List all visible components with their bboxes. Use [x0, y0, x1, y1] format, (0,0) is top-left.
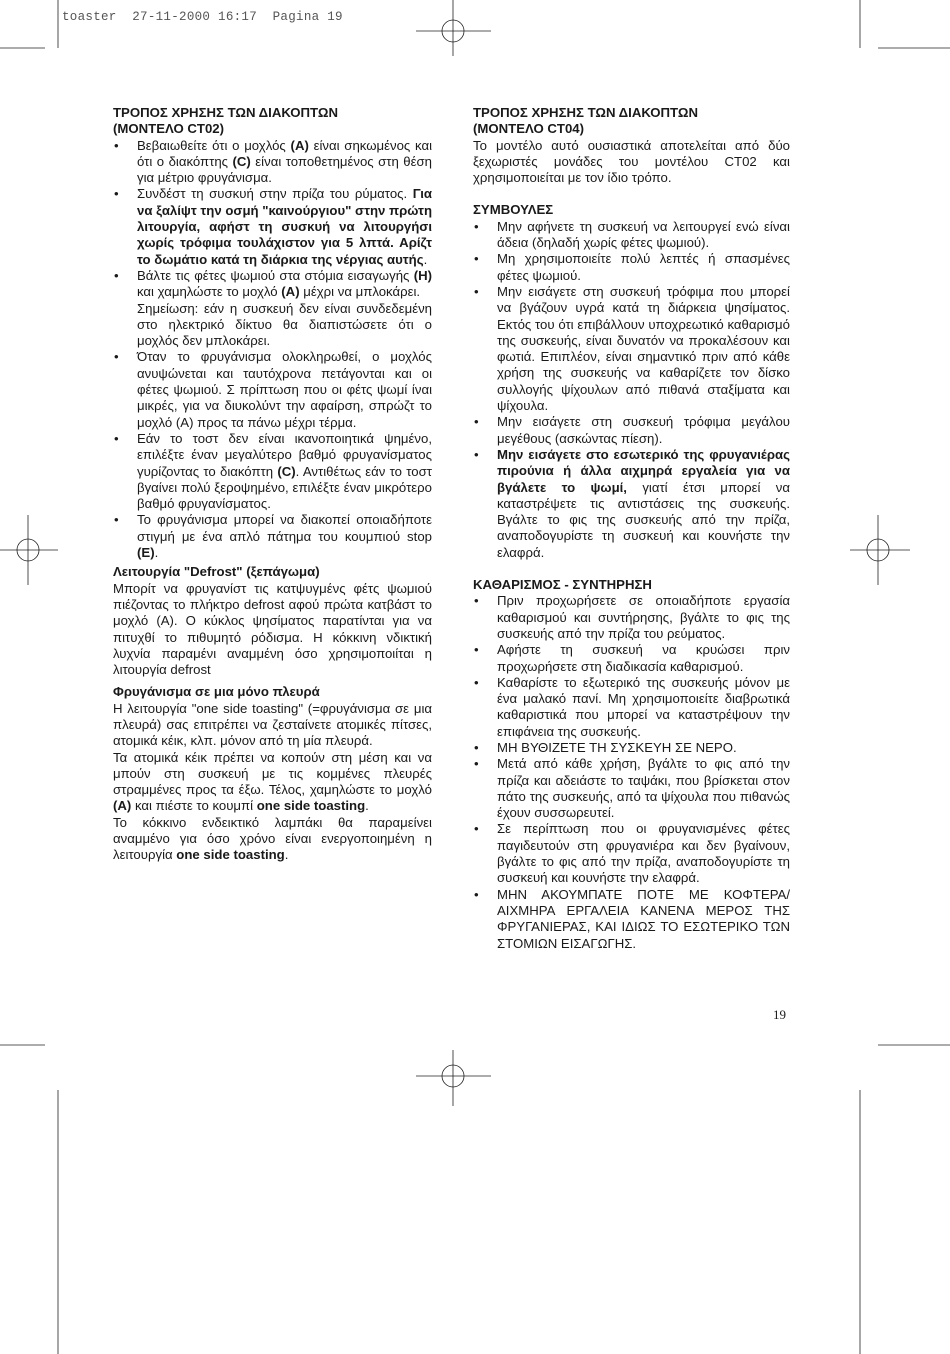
one-side-paragraph-1: Η λειτουργία "one side toasting" (=φρυγάνισμα σε μια πλευρά) σας επιτρέπει να ζεσταίνετε ατομικές πίτσες, ατομικά κέικ, κλπ. μόνον από τη μία πλευρά. [113, 700, 432, 749]
section-title-one-side: Φρυγάνισμα σε μια μόνο πλευρά [113, 684, 320, 700]
note: Σημείωση: εάν η συσκευή δεν είναι συνδεδεμένη στο ηλεκτρικό δίκτυο θα διαπιστώσετε ότι ο μοχλός δεν μπλοκάρει. [137, 300, 432, 349]
list-item: • Βάλτε τις φέτες ψωμιού στα στόμια εισαγωγής (H) και χαμηλώστε το μοχλό (A) μέχρι να μπλοκάρει. Σημείωση: εάν η συσκευή δεν είναι συνδεδεμένη στο ηλεκτρικό δίκτυο θα διαπιστώσετε ότι ο μοχλός δεν μπλοκάρει. [113, 268, 432, 349]
registration-mark-right [850, 515, 910, 585]
list-item: • Βεβαιωθείτε ότι ο μοχλός (A) είναι σηκωμένος και ότι ο διακόπτης (C) είναι τοποθετημένος στη θέση για μέτριο φρυγάνισμα. [113, 138, 432, 187]
list-item: • Καθαρίστε το εξωτερικό της συσκευής μόνον με ένα μαλακό πανί. Μη χρησιμοποιείτε διαβρωτικά καθαριστικά που μπορεί να καταστρέψουν την επιφάνεια της συσκευής. [473, 675, 790, 740]
list-item: • ΜΗ ΒΥΘΙΖΕΤΕ ΤΗ ΣΥΣΚΕΥΗ ΣΕ ΝΕΡΟ. [473, 740, 790, 756]
section-title-ct02: ΤΡΟΠΟΣ ΧΡΗΣΗΣ ΤΩΝ ΔΙΑΚΟΠΤΩΝ (ΜΟΝΤΕΛΟ CT02) [113, 105, 338, 137]
cleaning-list [473, 593, 790, 952]
list-item: • Μη χρησιμοποιείτε πολύ λεπτές ή σπασμένες φέτες ψωμιού. [473, 251, 790, 284]
list-item: • Μην αφήνετε τη συσκευή να λειτουργεί ενώ είναι άδεια (δηλαδή χωρίς φέτες ψωμιού). [473, 219, 790, 252]
list-item: • Εάν το τοστ δεν είναι ικανοποιητικά ψημένο, επιλέξτε έναν μεγαλύτερο βαθμό φρυγανίσματος γυρίζοντας το διακόπτη (C). Αντιθέτως εάν το τοστ βγαίνει πολύ ξεροψημένο, επιλέξτε έναν μικρότερο βαθμό φρυγανίσματος. [113, 431, 432, 512]
section-title-ct04: ΤΡΟΠΟΣ ΧΡΗΣΗΣ ΤΩΝ ΔΙΑΚΟΠΤΩΝ (ΜΟΝΤΕΛΟ CT04) [473, 105, 698, 137]
list-item: • Μην εισάγετε στη συσκευή τρόφιμα μεγάλου μεγέθους (ασκώντας πίεση). [473, 414, 790, 447]
defrost-text: Μπορίτ να φρυγανίστ τις κατψυγμένς φέτς ψωμιού πιέζοντας το πλήκτρο defrost αφού πρώτα κατβάστ το μοχλό (A). Ο κύκλος ψησίματος παρατίνται για να πιτυχθί το πιθυμητό ρόδισμα. Η κόκκινη νδικτική λυχνία παραμένι αναμμένη όσο χρησιμοποιίται η λιτουργία defrost [113, 580, 432, 678]
list-item: • Το φρυγάνισμα μπορεί να διακοπεί οποιαδήποτε στιγμή με ένα απλό πάτημα του κουμπιού stop (E). [113, 512, 432, 561]
one-side-paragraph-3: Το κόκκινο ενδεικτικό λαμπάκι θα παραμείνει αναμμένο για όσο χρόνο είναι ενεργοποιημένη η λειτουργία one side toasting. [113, 814, 432, 863]
section-title-tips: ΣΥΜΒΟΥΛΕΣ [473, 202, 554, 218]
list-item: • Συνδέστ τη συσκυή στην πρίζα του ρύματος. Για να ξαλίψτ την οσμή "καινούργιου" στην πρώτη λιτουργία, αφήστ τη συσκυή να λιτουργήσι χωρίς τρόφιμα τουλάχιστον για 5 λπτά. Αρίζτ το δωμάτιο κατά τη διάρκια της νέργιας αυτής. [113, 186, 432, 267]
list-item: • Μην εισάγετε στη συσκευή τρόφιμα που μπορεί να βγάζουν υγρά κατά τη διάρκεια ψησίματος. Εκτός του ότι επιβάλλουν υποχρεωτικό καθαρισμό της συσκευής, είναι δυνατόν να προκαλέσουν και φωτιά. Επιπλέον, είναι σημαντικό πριν από κάθε χρήση της συσκευής να καθαρίζετε τον δίσκο συλλογής ψίχουλων από πιθανά σταξίματα και ψίχουλα. [473, 284, 790, 414]
section-title-defrost: Λειτουργία "Defrost" (ξεπάγωμα) [113, 564, 320, 580]
one-side-paragraph-2: Τα ατομικά κέικ πρέπει να κοπούν στη μέση και να μπούν στη συσκευή με τις κομμένες πλευρές στραμμένες προς τα έξω. Τέλος, χαμηλώστε το μοχλό (A) και πιέστε το κουμπί one side toasting. [113, 749, 432, 814]
list-item: • Μην εισάγετε στο εσωτερικό της φρυγανιέρας πιρούνια ή άλλα αιχμηρά εργαλεία για να βγάλετε το ψωμί, γιατί έτσι μπορεί να καταστρέψετε τις αντιστάσεις της συσκευής. Βγάλτε το φις της συσκευής από την πρίζα, αναποδογυρίστε τη συσκευή και κουνήστε την ελαφρά. [473, 447, 790, 561]
page-number: 19 [773, 1007, 786, 1022]
ct02-instructions-list [113, 138, 432, 562]
tips-list [473, 219, 790, 561]
registration-mark-bottom [416, 1050, 491, 1106]
list-item: • Όταν το φρυγάνισμα ολοκληρωθεί, ο μοχλός ανυψώνεται και ταυτόχρονα πετάγονται και οι φέτες ψωμιού. Σ πρίπτωση που οι φέτς ψωμί ίναι μικρές, για να διυκολύντ την αφαίρση, σπρώζτ το μοχλό (A) προς τα πάνω μέχρι τέρμα. [113, 349, 432, 430]
list-item: • ΜΗΝ ΑΚΟΥΜΠΑΤΕ ΠΟΤΕ ΜΕ ΚΟΦΤΕΡΑ/ ΑΙΧΜΗΡΑ ΕΡΓΑΛΕΙΑ ΚΑΝΕΝΑ ΜΕΡΟΣ ΤΗΣ ΦΡΥΓΑΝΙΕΡΑΣ, ΚΑΙ ΙΔΙΩΣ ΤΟ ΕΣΩΤΕΡΙΚΟ ΤΩΝ ΣΤΟΜΙΩΝ ΕΙΣΑΓΩΓΗΣ. [473, 887, 790, 952]
registration-mark-left [0, 515, 58, 585]
list-item: • Πριν προχωρήσετε σε οποιαδήποτε εργασία καθαρισμού και συντήρησης, βγάλτε το φις της συσκευής από την πρίζα του ρεύματος. [473, 593, 790, 642]
left-column [113, 105, 432, 864]
registration-mark-top [416, 0, 491, 56]
print-slug: toaster 27-11-2000 16:17 Pagina 19 [62, 10, 343, 24]
list-item: • Σε περίπτωση που οι φρυγανισμένες φέτες παγιδευτούν στη φρυγανιέρα και δεν βγαίνουν, βγάλτε το φις από την πρίζα, αναποδογυρίστε τη συσκευή και κουνήστε την ελαφρά. [473, 821, 790, 886]
ct04-intro: Το μοντέλο αυτό ουσιαστικά αποτελείται από δύο ξεχωριστές μονάδες του μοντέλου CT02 και χρησιμοποιείται με τον ίδιο τρόπο. [473, 137, 790, 186]
list-item: • Μετά από κάθε χρήση, βγάλτε το φις από την πρίζα και αδειάστε το ταψάκι, που βρίσκεται στον πάτο της συσκευής, από τα ψίχουλα που πιθανώς έχουν συσσωρευτεί. [473, 756, 790, 821]
right-column [473, 105, 790, 952]
section-title-cleaning: ΚΑΘΑΡΙΣΜΟΣ - ΣΥΝΤΗΡΗΣΗ [473, 577, 652, 593]
list-item: • Αφήστε τη συσκευή να κρυώσει πριν προχωρήσετε στη διαδικασία καθαρισμού. [473, 642, 790, 675]
